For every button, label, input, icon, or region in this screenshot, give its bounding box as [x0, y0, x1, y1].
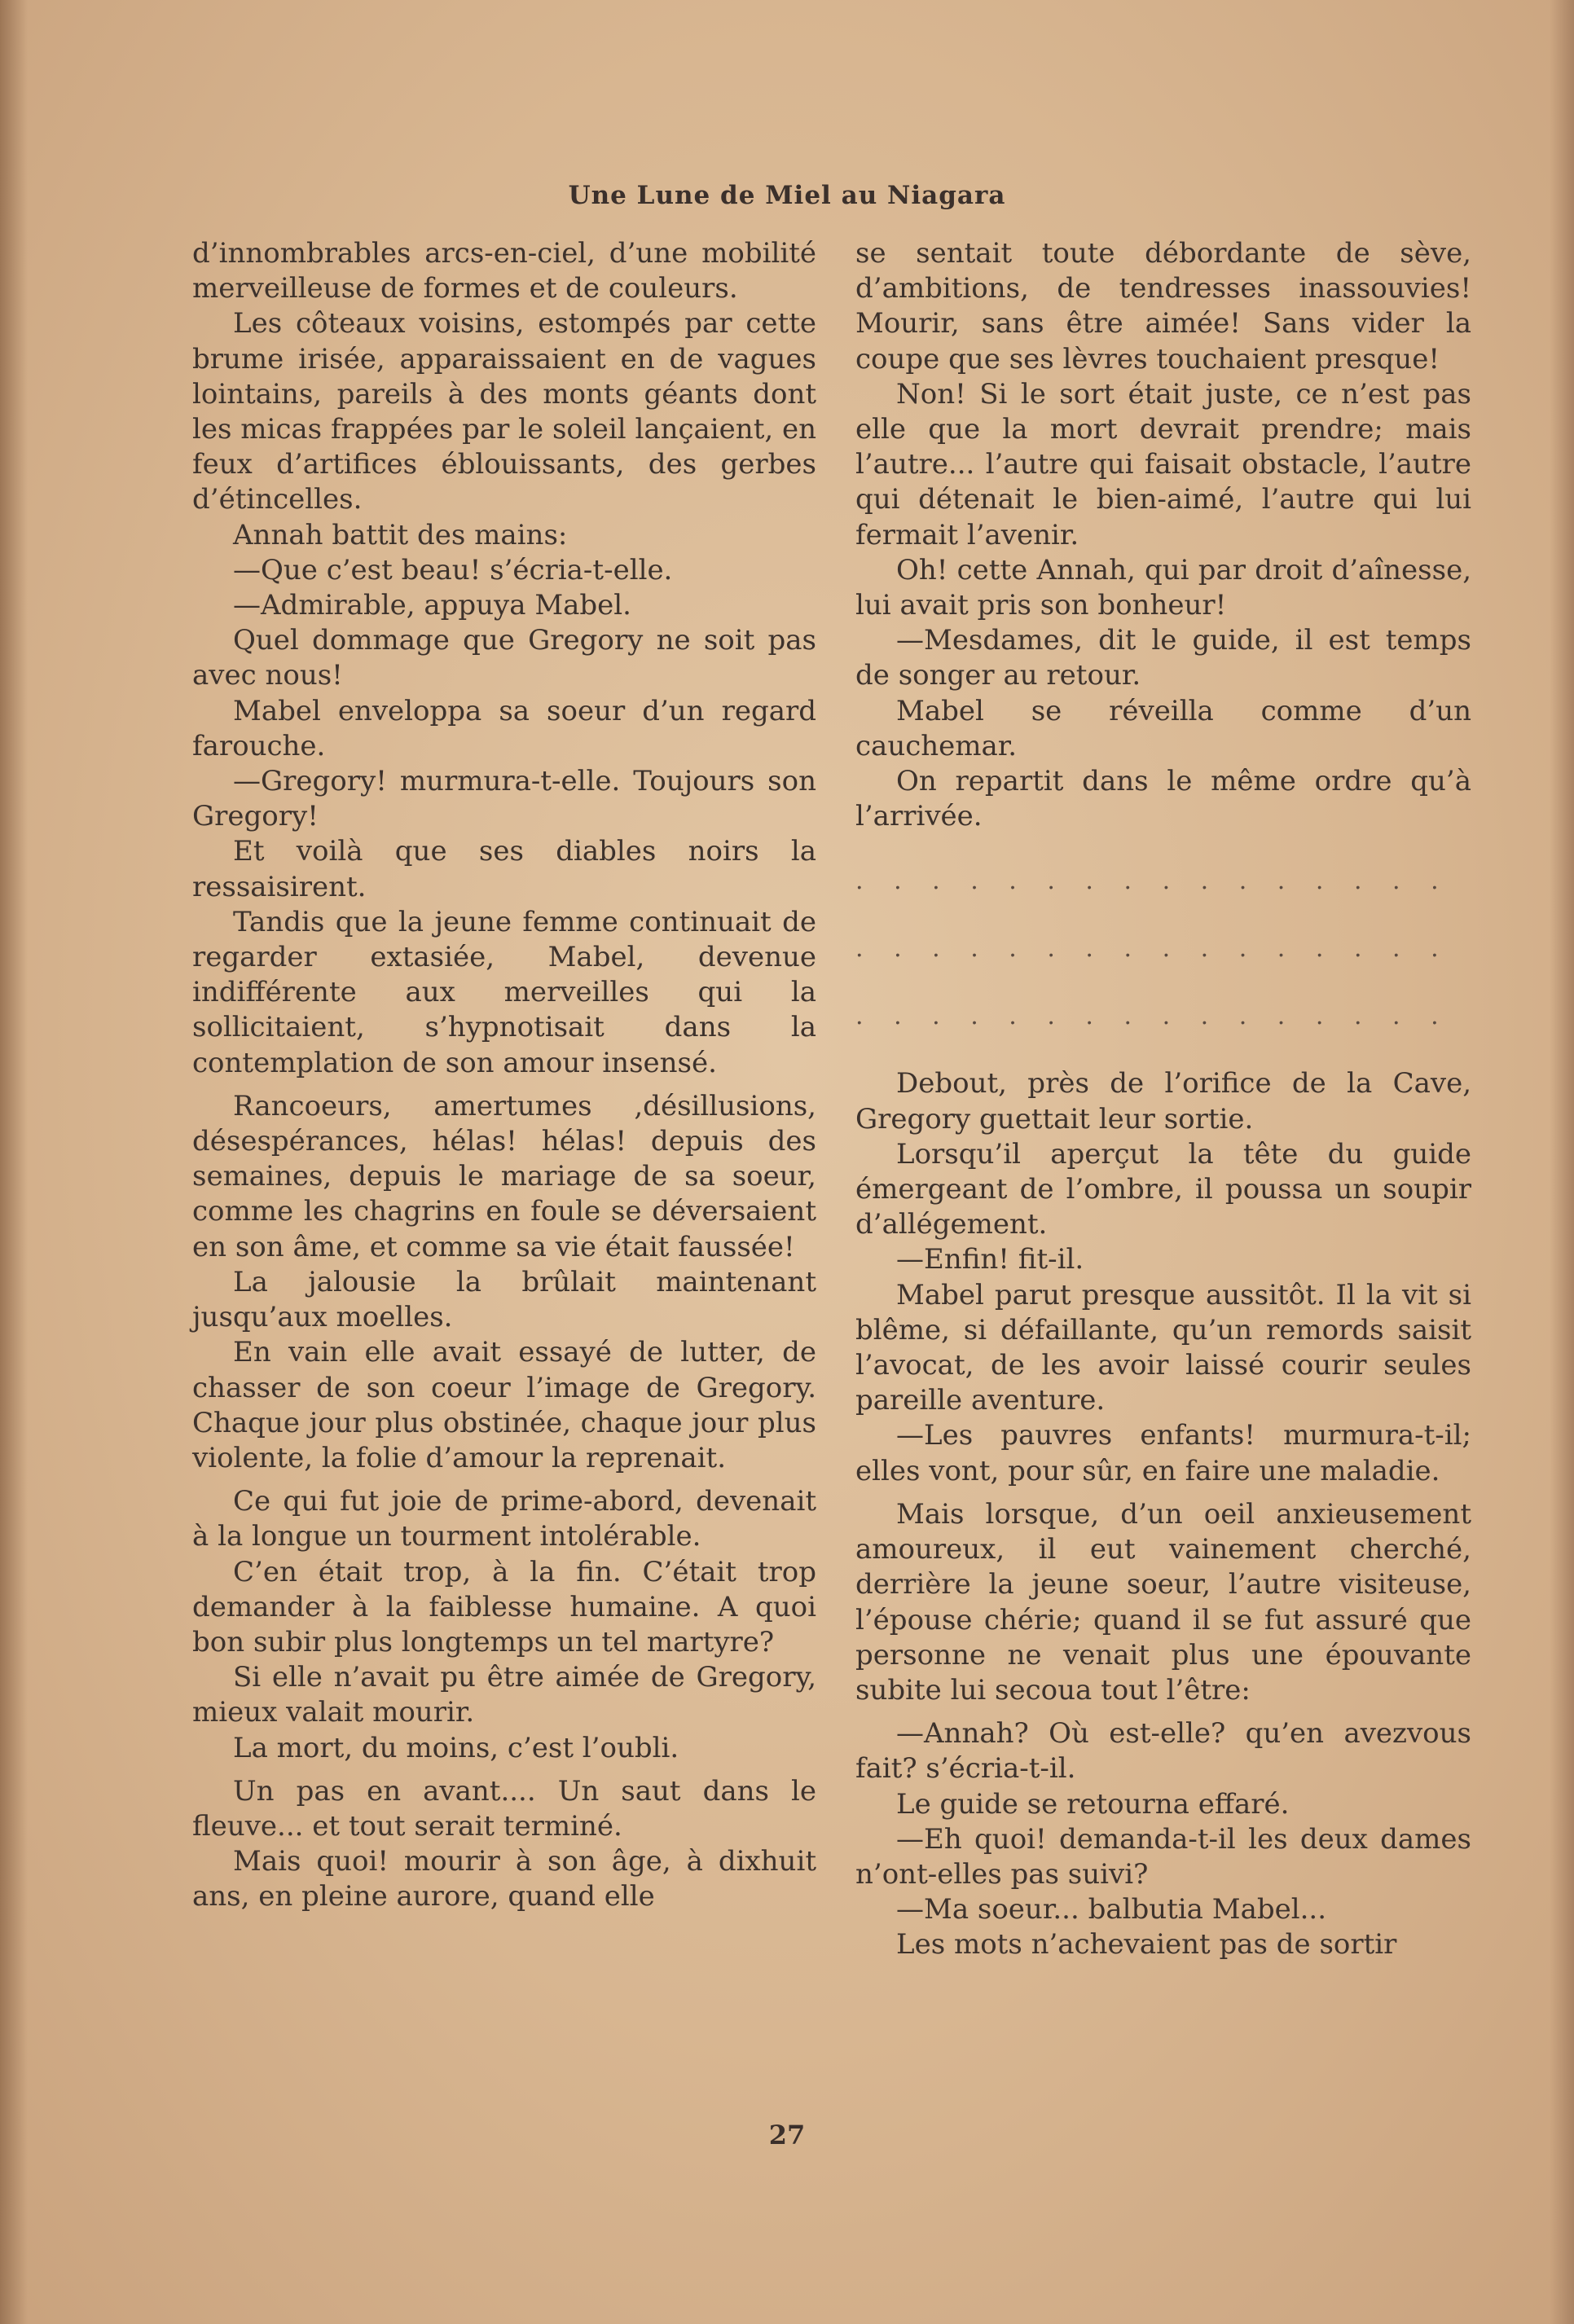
- paragraph: Mais quoi! mourir à son âge, à dixhuit ans, en pleine aurore, quand elle: [192, 1845, 816, 1913]
- paragraph: Mabel se réveilla comme d’un cauchemar.: [855, 694, 1471, 762]
- right-column: [855, 236, 1471, 1963]
- paragraph: On repartit dans le même ordre qu’à l’arrivée.: [855, 765, 1471, 833]
- section-separator-dots: . . . . . . . . . . . . . . . .: [855, 867, 1450, 896]
- paragraph: Tandis que la jeune femme continuait de regarder extasiée, Mabel, devenue indifférente aux merveilles qui la sollicitaient, s’hypnotisait dans la contemplation de son amour insensé.: [192, 905, 816, 1079]
- paragraph: Oh! cette Annah, qui par droit d’aînesse, lui avait pris son bonheur!: [855, 553, 1471, 622]
- page-edge-left: [0, 0, 28, 2324]
- paragraph: La jalousie la brûlait maintenant jusqu’aux moelles.: [192, 1265, 816, 1334]
- running-title: Une Lune de Miel au Niagara: [568, 181, 1006, 210]
- paragraph: Lorsqu’il aperçut la tête du guide émergeant de l’ombre, il poussa un soupir d’allégement.: [855, 1137, 1471, 1241]
- paragraph: se sentait toute débordante de sève, d’ambitions, de tendresses inassouvies! Mourir, sans être aimée! Sans vider la coupe que ses lèvres touchaient presque!: [855, 237, 1471, 376]
- paragraph: —Que c’est beau! s’écria-t-elle.: [233, 553, 673, 586]
- paragraph: La mort, du moins, c’est l’oubli.: [233, 1731, 679, 1764]
- paragraph: Non! Si le sort était juste, ce n’est pas elle que la mort devrait prendre; mais l’autre... l’autre qui faisait obstacle, l’autre qui détenait le bien-aimé, l’autre qui lui fermait l’avenir.: [855, 377, 1471, 551]
- paragraph: Annah battit des mains:: [233, 518, 568, 551]
- paragraph: Mais lorsque, d’un oeil anxieusement amoureux, il eut vainement cherché, derrière la jeune soeur, l’autre visiteuse, l’épouse chérie; quand il se fut assuré que personne ne venait plus une épouvante subite lui secoua tout l’être:: [855, 1497, 1471, 1707]
- paragraph: Quel dommage que Gregory ne soit pas avec nous!: [192, 624, 816, 692]
- paragraph: Un pas en avant.... Un saut dans le fleuve... et tout serait terminé.: [192, 1774, 816, 1843]
- page-edge-right: [1550, 0, 1574, 2324]
- paragraph: —Admirable, appuya Mabel.: [233, 589, 631, 622]
- paragraph: —Ma soeur... balbutia Mabel...: [896, 1893, 1327, 1926]
- page-number: 27: [768, 2120, 806, 2150]
- paragraph: C’en était trop, à la fin. C’était trop demander à la faiblesse humaine. A quoi bon subir plus longtemps un tel martyre?: [192, 1555, 816, 1658]
- paragraph: —Eh quoi! demanda-t-il les deux dames n’ont-elles pas suivi?: [855, 1822, 1471, 1891]
- paragraph: Ce qui fut joie de prime-abord, devenait à la longue un tourment intolérable.: [192, 1485, 816, 1553]
- paragraph: Mabel enveloppa sa soeur d’un regard farouche.: [192, 694, 816, 762]
- paragraph: —Annah? Où est-elle? qu’en avezvous fait? s’écria-t-il.: [855, 1717, 1471, 1786]
- paragraph: Les côteaux voisins, estompés par cette brume irisée, apparaissaient en de vagues lointains, pareils à des monts géants dont les micas frappées par le soleil lançaient, en feux d’artifices éblouissants, des gerbes d’étincelles.: [192, 307, 816, 516]
- paragraph: Mabel parut presque aussitôt. Il la vit si blême, si défaillante, qu’un remords saisit l’avocat, de les avoir laissé courir seules pareille aventure.: [855, 1278, 1471, 1417]
- paragraph: Rancoeurs, amertumes ,désillusions, désespérances, hélas! hélas! depuis des semaines, depuis le mariage de sa soeur, comme les chagrins en foule se déversaient en son âme, et comme sa vie était faussée!: [192, 1089, 816, 1263]
- paragraph: —Mesdames, dit le guide, il est temps de songer au retour.: [855, 624, 1471, 692]
- paragraph: Si elle n’avait pu être aimée de Gregory, mieux valait mourir.: [192, 1661, 816, 1729]
- section-separator-dots: . . . . . . . . . . . . . . . .: [855, 1002, 1450, 1031]
- paragraph: —Enfin! fit-il.: [896, 1243, 1084, 1276]
- paragraph: Debout, près de l’orifice de la Cave, Gregory guettait leur sortie.: [855, 1067, 1471, 1136]
- paragraph: d’innombrables arcs-en-ciel, d’une mobilité merveilleuse de formes et de couleurs.: [192, 237, 816, 305]
- section-separator-dots: . . . . . . . . . . . . . . . .: [855, 934, 1450, 964]
- paragraph: Le guide se retourna effaré.: [896, 1787, 1290, 1821]
- left-column: [192, 236, 816, 1915]
- paragraph: Et voilà que ses diables noirs la ressaisirent.: [192, 835, 816, 903]
- paragraph: Les mots n’achevaient pas de sortir: [896, 1928, 1397, 1962]
- paragraph: —Gregory! murmura-t-elle. Toujours son Gregory!: [192, 765, 816, 833]
- paragraph: En vain elle avait essayé de lutter, de chasser de son coeur l’image de Gregory. Chaque jour plus obstinée, chaque jour plus violente, la folie d’amour la reprenait.: [192, 1336, 816, 1474]
- paragraph: —Les pauvres enfants! murmura-t-il; elles vont, pour sûr, en faire une maladie.: [855, 1419, 1471, 1487]
